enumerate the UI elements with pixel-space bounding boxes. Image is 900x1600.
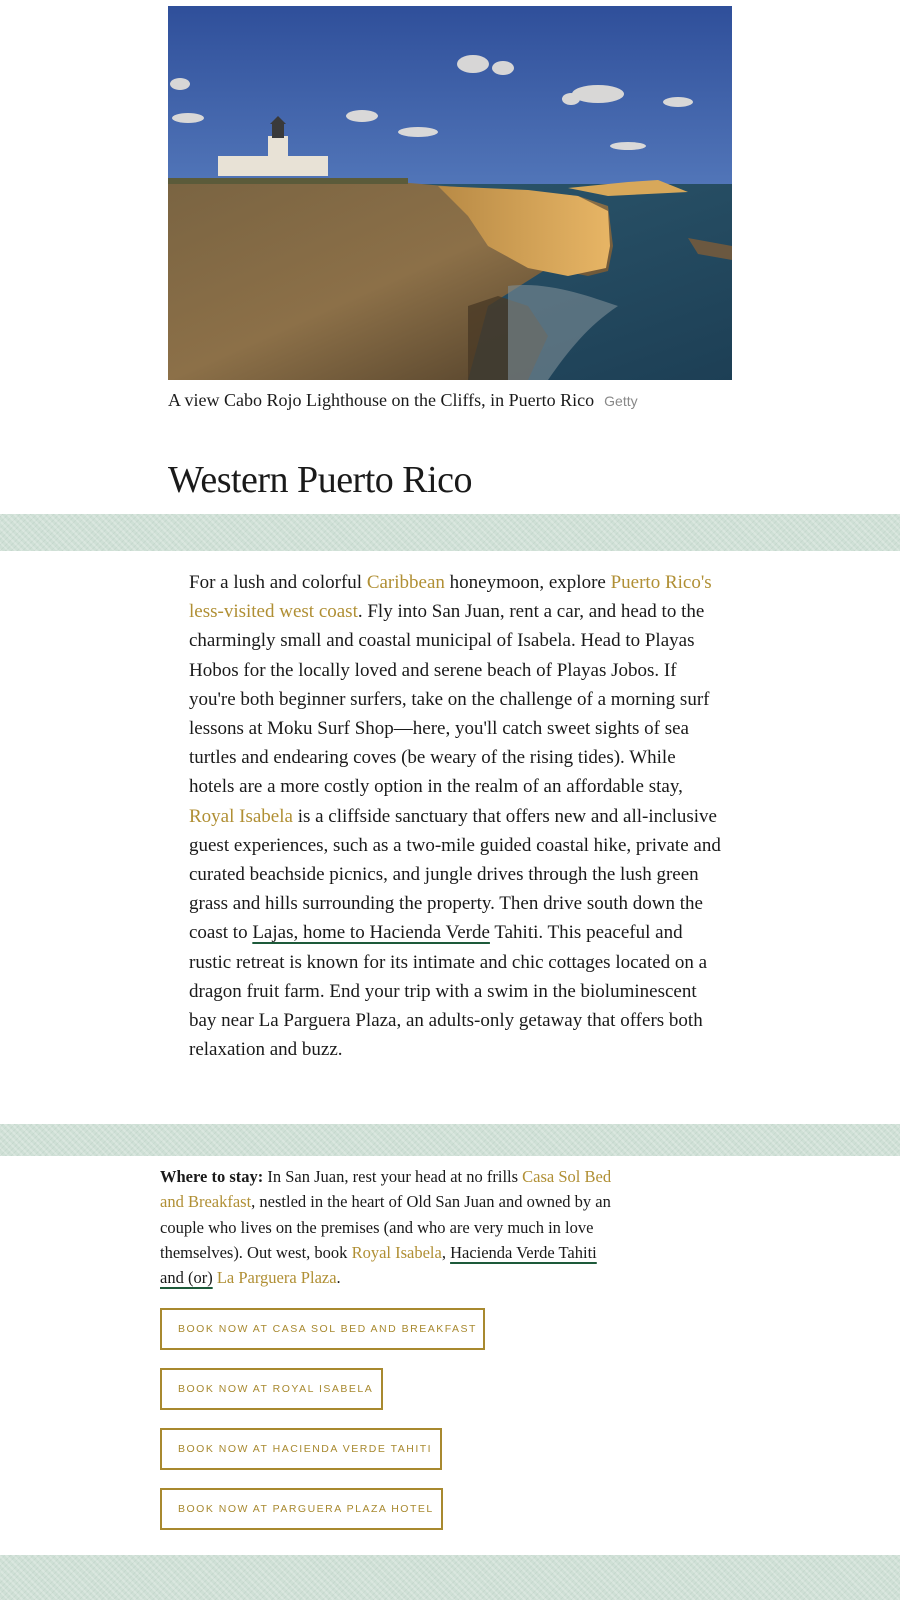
article-text: honeymoon, explore	[444, 572, 611, 593]
decorative-band	[0, 1124, 900, 1156]
stay-text: In San Juan, rest your head at no frills	[263, 1167, 523, 1186]
article-text: . Fly into San Juan, rent a car, and head to the charmingly small and coastal municipal of Isabela. Head to Playas Hobos for the locally loved and serene beach of Playas Jobos. If you're both beginner surfers, take on the challenge of a morning surf lessons at Moku Surf Shop—here, you'll catch sweet sights of sea turtles and endearing coves (be weary of the rising tides). While hotels are a more costly option in the realm of an affordable stay,	[189, 601, 710, 798]
section-title: Western Puerto Rico	[168, 459, 473, 501]
hero-image	[168, 6, 732, 380]
caption-text: A view Cabo Rojo Lighthouse on the Cliffs, in Puerto Rico	[168, 390, 595, 410]
link-royal-isabela[interactable]: Royal Isabela	[189, 805, 293, 827]
article-paragraph	[189, 568, 721, 1064]
link-west-coast[interactable]: Puerto Rico's less-visited west coast	[189, 572, 712, 623]
book-parguera-plaza-button[interactable]: BOOK NOW AT PARGUERA PLAZA HOTEL	[160, 1488, 443, 1530]
link-caribbean[interactable]: Caribbean	[366, 572, 445, 593]
underlined-text: Lajas, home to Hacienda Verde	[252, 922, 490, 944]
article-text: is a cliffside sanctuary that offers new and all-inclusive guest experiences, such as a two-mile guided coastal hike, private and curated beachside picnics, and jungle drives through the lush green grass and hills surrounding the property. Then drive south down the coast to	[189, 805, 721, 944]
stay-text: .	[336, 1268, 341, 1288]
article-text: Tahiti. This peaceful and rustic retreat is known for its intimate and chic cottages located on a dragon fruit farm. End your trip with a swim in the bioluminescent bay near La Parguera Plaza, an adults-only getaway that offers both relaxation and buzz.	[189, 922, 708, 1061]
link-casa-sol[interactable]: Casa Sol Bed and Breakfast	[160, 1167, 612, 1212]
where-to-stay-paragraph	[160, 1164, 620, 1290]
book-casa-sol-button[interactable]: BOOK NOW AT CASA SOL BED AND BREAKFAST	[160, 1308, 485, 1350]
article-text: For a lush and colorful	[189, 572, 367, 593]
book-royal-isabela-button[interactable]: BOOK NOW AT ROYAL ISABELA	[160, 1368, 383, 1410]
photo-credit: Getty	[604, 393, 638, 409]
book-hacienda-verde-button[interactable]: BOOK NOW AT HACIENDA VERDE TAHITI	[160, 1428, 442, 1470]
decorative-band	[0, 514, 900, 551]
decorative-band	[0, 1555, 900, 1600]
hero-caption	[168, 390, 768, 411]
lighthouse-cliff-photo-icon	[168, 6, 732, 380]
link-la-parguera[interactable]: La Parguera Plaza	[216, 1268, 337, 1288]
where-to-stay-label: Where to stay:	[160, 1167, 264, 1186]
stay-text: ,	[441, 1242, 451, 1262]
underlined-text: Hacienda Verde Tahiti and (or)	[160, 1242, 597, 1288]
link-royal-isabela[interactable]: Royal Isabela	[351, 1242, 442, 1262]
stay-text: , nestled in the heart of Old San Juan and owned by an couple who lives on the premises (and who are very much in love themselves). Out west, book	[160, 1192, 611, 1262]
